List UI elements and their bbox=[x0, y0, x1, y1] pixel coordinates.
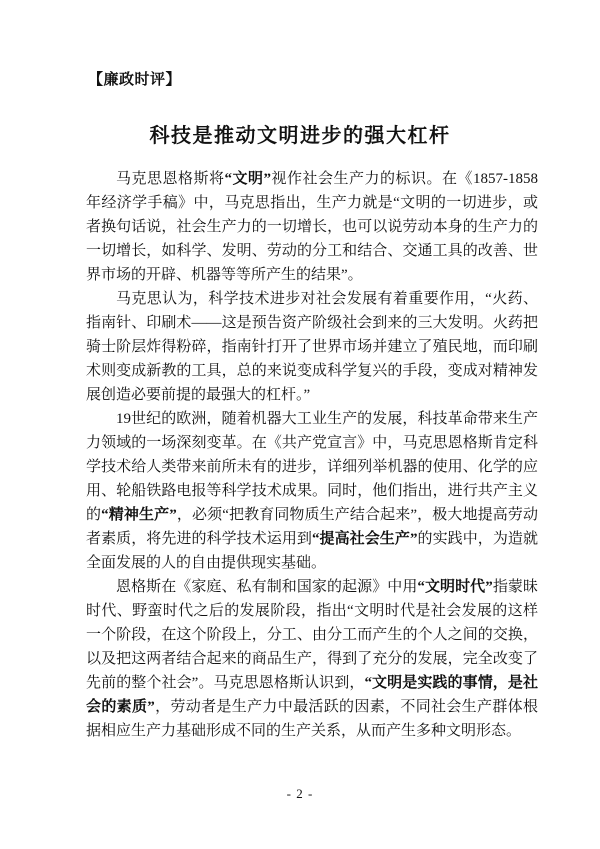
emphasis-text: “提高社会生产” bbox=[311, 531, 418, 547]
article-body bbox=[86, 167, 538, 743]
paragraph bbox=[86, 407, 538, 575]
text-segment: 指蒙昧时代、野蛮时代之后的发展阶段，指出“文明时代是社会发展的这样一个阶段，在这个阶段上，分工、由分工而产生的个人之间的交换，以及把这两者结合起来的商品生产，得到了充分的发展，完全改变了先前的整个社会”。马克思恩格斯认识到， bbox=[86, 579, 538, 691]
emphasis-text: “文明时代” bbox=[417, 579, 493, 595]
category-label: 【廉政时评】 bbox=[88, 72, 182, 88]
emphasis-text: “文明是实践的事情，是社会的素质” bbox=[86, 675, 538, 715]
article-title: 科技是推动文明进步的强大杠杆 bbox=[149, 125, 451, 147]
paragraph bbox=[86, 287, 538, 407]
text-segment: 马克思恩格斯将 bbox=[116, 171, 225, 187]
text-segment: 马克思认为，科学技术进步对社会发展有着重要作用，“火药、指南针、印刷术——这是预告资产阶级社会到来的三大发明。火药把骑士阶层炸得粉碎，指南针打开了世界市场并建立了殖民地，而印刷术则变成新教的工具，总的来说变成科学复兴的手段，变成对精神发展创造必要前提的最强大的杠杆。” bbox=[86, 291, 538, 403]
text-segment: ，劳动者是生产力中最活跃的因素，不同社会生产群体根据相应生产力基础形成不同的生产关系，从而产生多种文明形态。 bbox=[86, 699, 538, 739]
text-segment: 恩格斯在《家庭、私有制和国家的起源》中用 bbox=[116, 579, 418, 595]
text-segment: 的实践中，为造就全面发展的人的自由提供现实基础。 bbox=[86, 531, 538, 571]
text-segment: 视作社会生产力的标识。在《1857-1858年经济学手稿》中，马克思指出，生产力就是“文明的一切进步，或者换句话说，社会生产力的一切增长，也可以说劳动本身的生产力的一切增长，如科学、发明、劳动的分工和结合、交通工具的改善、世界市场的开辟、机器等等所产生的结果”。 bbox=[86, 171, 538, 283]
emphasis-text: “精神生产” bbox=[101, 507, 177, 523]
paragraph bbox=[86, 575, 538, 743]
text-segment: ，必须“把教育同物质生产结合起来”，极大地提高劳动者素质，将先进的科学技术运用到 bbox=[86, 507, 538, 547]
page-number: - 2 - bbox=[286, 786, 314, 801]
text-segment: 19世纪的欧洲，随着机器大工业生产的发展，科技革命带来生产力领域的一场深刻变革。在《共产党宣言》中，马克思恩格斯肯定科学技术给人类带来前所未有的进步，详细列举机器的使用、化学的应用、轮船铁路电报等科学技术成果。同时，他们指出，进行共产主义的 bbox=[86, 411, 538, 523]
emphasis-text: “文明” bbox=[224, 171, 271, 187]
paragraph bbox=[86, 167, 538, 287]
